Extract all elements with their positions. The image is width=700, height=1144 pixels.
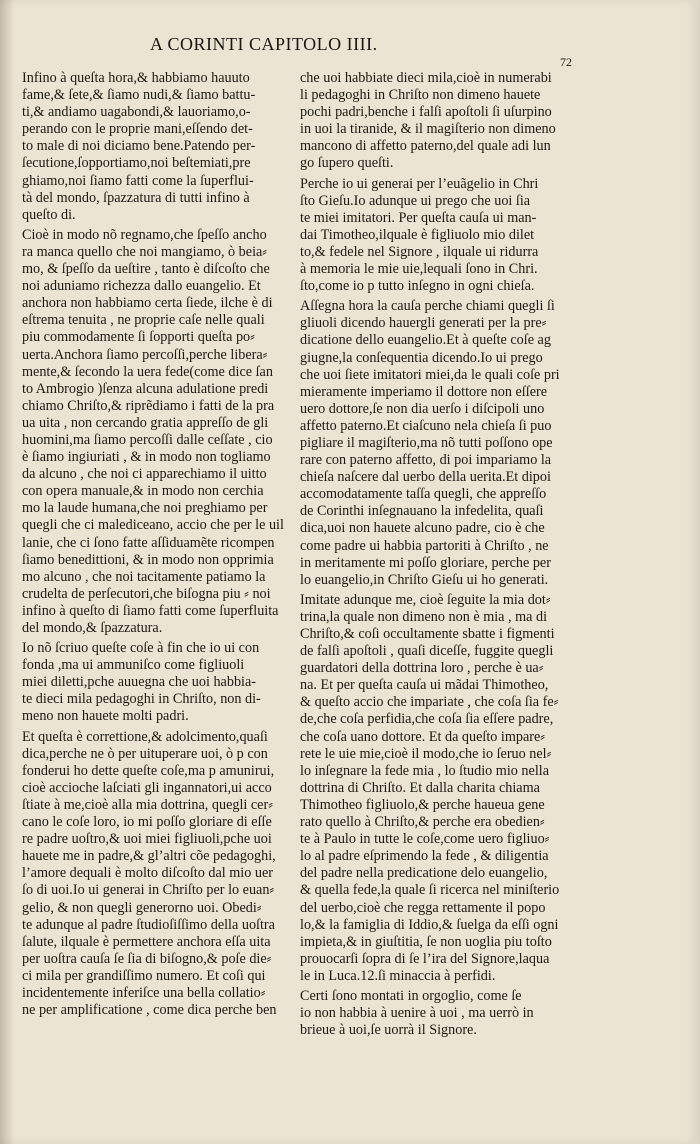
text-line: chiamo Chriſto,& riprẽdiamo i fatti de la pra — [22, 397, 275, 414]
text-line: fonda ,ma ui ammuniſco come figliuoli — [22, 657, 245, 674]
text-line: eſtrema tenuita , ne proprie caſe nelle quali — [22, 312, 265, 329]
text-line: del mondo,& ſpazzatura. — [22, 620, 163, 636]
right-column — [300, 70, 592, 1042]
text-line: de Corinthi inſegnauano la infedelita, quaſi — [300, 503, 544, 520]
text-line: Infino à queſta hora,& habbiamo hauuto — [22, 70, 250, 86]
text-line: ſecutione,ſopportiamo,noi beſtemiati,pre — [22, 155, 251, 172]
page-number: 72 — [560, 55, 572, 69]
text-line: gliuoli dicendo hauergli generati per la pre⸗ — [300, 315, 547, 332]
text-line: le in Luca.12.ſi minaccia à perfidi. — [300, 967, 496, 984]
text-line: de falſi apoſtoli , quaſi diceſſe, fuggite quegli — [300, 643, 554, 660]
text-line: mo, & ſpeſſo da ueſtire , tanto è diſcoſto che — [22, 261, 270, 278]
right-paragraph — [300, 70, 592, 173]
text-line: accomodatamente taſſa quegli, che appreſſo — [300, 486, 547, 503]
text-line: to Ambrogio )ſenza alcuna adulatione predi — [22, 380, 269, 397]
left-paragraph — [22, 227, 290, 637]
text-line: rete le uie mie,cioè il modo,che io ſeruo nel⸗ — [300, 745, 552, 762]
text-line: piu commodamente ſi ſopporti queſta po⸗ — [22, 329, 255, 346]
text-line: lo al padre eſprimendo la fede , & diligentia — [300, 848, 549, 865]
text-line: Certi ſono montati in orgoglio, come ſe — [300, 987, 522, 1004]
text-line: Io nõ ſcriuo queſte coſe à fin che io ui con — [22, 640, 260, 657]
text-line: chieſa naſcere dal uerbo della uerita.Et dipoi — [300, 469, 551, 486]
text-line: incidentemente inferiſce una bella collatio⸗ — [22, 984, 266, 1001]
text-line: tà del mondo, ſpazzatura di tutti infino à — [22, 189, 250, 206]
left-paragraph — [22, 640, 290, 725]
text-line: pochi padri,benche i falſi apoſtoli ſi uſurpino — [300, 104, 552, 121]
text-line: mente,& ſecondo la uera fede(come dice ſan — [22, 363, 273, 380]
text-line: che uoi ſiete imitatori miei,da le quali coſe pri — [300, 366, 560, 383]
text-line: ſiamo benedittioni, & in modo non opprimia — [22, 551, 274, 568]
text-line: dai Timotheo,ilquale è figliuolo mio dilet — [300, 226, 535, 243]
text-line: lo,& la famiglia di Iddio,& ſuelga da eſſi ogni — [300, 916, 559, 933]
left-column — [22, 70, 290, 1022]
text-line: te miei imitatori. Per queſta cauſa ui man- — [300, 209, 537, 226]
text-line: Cioè in modo nõ regnamo,che ſpeſſo ancho — [22, 226, 267, 243]
text-line: fonderui ho dette queſte coſe,ma p amunirui, — [22, 762, 275, 779]
text-line: quegli che ci malediceano, accio che per le uil — [22, 517, 284, 534]
text-line: brieue à uoi,ſe uorrà il Signore. — [300, 1022, 477, 1039]
text-line: mo la laude humana,che noi preghiamo per — [22, 500, 268, 517]
text-line: mancono di affetto paterno,del quale adi lun — [300, 138, 551, 155]
text-line: è ſiamo ingiuriati , & in modo non togliamo — [22, 449, 271, 466]
left-paragraph — [22, 729, 290, 1020]
text-line: ci mila per grandiſſimo numero. Et coſi qui — [22, 967, 266, 984]
text-line: li pedagoghi in Chriſto non dimeno hauete — [300, 87, 541, 104]
text-line: to,& fedele nel Signore , ilquale ui ridurra — [300, 243, 539, 260]
right-paragraph — [300, 176, 592, 296]
text-line: te à Paulo in tutte le coſe,come uero figliuo⸗ — [300, 831, 550, 848]
text-line: crudelta de perſecutori,che biſogna piu ⸗ noi — [22, 585, 271, 602]
text-line: del padre nella predicatione delo euangelio, — [300, 865, 548, 882]
text-line: dica,uoi non hauete alcuno padre, cio è che — [300, 520, 545, 537]
text-line: dica,perche ne ò per uituperare uoi, ò p con — [22, 745, 268, 762]
text-line: affetto paterno.Et ciaſcuno nela chieſa ſi puo — [300, 417, 552, 434]
text-line: dottrina di Chriſto. Et dalla charita chiama — [300, 779, 540, 796]
text-line: del uerbo,cioè che regga rettamente il popo — [300, 899, 546, 916]
text-line: rato quello à Chriſto,& perche era obedien⸗ — [300, 814, 545, 831]
text-line: mieramente imperiamo il dottore non eſſere — [300, 383, 548, 400]
text-line: ſto Gieſu.Io adunque ui prego che uoi ſia — [300, 192, 531, 209]
text-line: ſalute, ilquale è permettere anchora eſſa uita — [22, 933, 271, 950]
text-line: de,che coſa perfidia,che coſa ſia eſſere padre, — [300, 711, 554, 728]
text-line: noi aduniamo richezza dallo euangelio. Et — [22, 278, 261, 295]
text-line: pigliare il magiſterio,ma nõ tutti poſſono ope — [300, 434, 553, 451]
text-line: ua uita , non cercando gratia appreſſo de gli — [22, 414, 269, 431]
text-line: guardatori della dottrina loro , perche è ua⸗ — [300, 660, 544, 677]
text-line: con opera manuale,& in modo non cerchia — [22, 483, 264, 500]
text-line: ſo di uoi.Io ui generai in Chriſto per lo euan⸗ — [22, 882, 275, 899]
text-line: hauete me in padre,& gl’altri cõe pedagoghi, — [22, 848, 276, 865]
text-line: meno non hauete molti padri. — [22, 708, 189, 725]
left-paragraph — [22, 70, 290, 224]
text-line: cioè accioche laſciati gli ingannatori,ui acco — [22, 779, 272, 796]
text-line: infino à queſto di ſiamo fatti come ſuperfluita — [22, 602, 279, 619]
text-line: io non habbia à uenire à uoi , ma uerrò in — [300, 1005, 534, 1022]
text-line: uero dottore,ſe non dia uerſo i diſcipoli uno — [300, 400, 545, 417]
text-line: in meritamente mi poſſo gloriare, perche per — [300, 554, 551, 571]
right-paragraph — [300, 988, 592, 1039]
text-line: da alcuno , che noi ci apparechiamo il uitto — [22, 466, 267, 483]
text-line: fame,& ſete,& ſiamo nudi,& ſiamo battu- — [22, 87, 256, 104]
text-line: dicatione dello euangelio.Et à queſte coſe ag — [300, 332, 551, 349]
text-line: perando con le proprie mani,eſſendo det- — [22, 121, 253, 138]
text-line: lo inſegnare la fede mia , lo ſtudio mio nella — [300, 762, 549, 779]
text-line: na. Et per queſta cauſa ui mãdai Thimotheo, — [300, 677, 549, 694]
text-line: uerta.Anchora ſiamo percoſſi,perche libera⸗ — [22, 346, 268, 363]
text-line: trina,la quale non dimeno non è mia , ma di — [300, 608, 548, 625]
text-line: che coſa uano dottore. Et da queſto impare⸗ — [300, 728, 546, 745]
text-line: Thimotheo figliuolo,& perche haueua gene — [300, 796, 545, 813]
text-line: Chriſto,& coſi occultamente sbatte i figmenti — [300, 626, 555, 642]
text-line: l’amore dequali è molto diſcoſto dal mio uer — [22, 865, 273, 882]
right-paragraph — [300, 592, 592, 985]
text-line: ra manca quello che noi mangiamo, ò beia⸗ — [22, 243, 268, 260]
text-line: Imitate adunque me, cioè ſeguite la mia dot⸗ — [300, 591, 551, 608]
text-line: ne per amplificatione , come dica perche ben — [22, 1002, 277, 1019]
text-line: impieta,& in giuſtitia, ſe non uoglia piu toſto — [300, 933, 552, 950]
text-line: & quella fede,la quale ſi ricerca nel miniſterio — [300, 882, 560, 899]
text-line: & queſto accio che impariate , che coſa ſia fe⸗ — [300, 694, 559, 711]
text-line: te adunque al padre ſtudioſiſſimo della uoſtra — [22, 916, 275, 933]
right-paragraph — [300, 298, 592, 589]
text-line: rare con paterno affetto, di poi impariamo la — [300, 452, 552, 469]
text-line: to male di noi diciamo bene.Patendo per- — [22, 138, 256, 155]
binding-shadow — [0, 0, 14, 1144]
text-line: Aſſegna hora la cauſa perche chiami quegli ſi — [300, 298, 555, 315]
text-line: per uoſtra cauſa ſe ſia di biſogno,& poſe die⸗ — [22, 950, 272, 967]
text-line: ſtiate à me,cioè alla mia dottrina, quegli cer⸗ — [22, 796, 273, 813]
text-line: lo euangelio,in Chriſto Gieſu ui ho generati. — [300, 571, 549, 588]
text-line: Perche io ui generai per l’euãgelio in Chri — [300, 175, 539, 192]
text-line: à memoria le mie uie,lequali ſono in Chri. — [300, 261, 538, 278]
text-line: prouocarſi ſopra di ſe l’ira del Signore,laqua — [300, 950, 550, 967]
text-line: go ſupero queſti. — [300, 155, 394, 172]
text-line: gelio, & non quegli generorno uoi. Obedi⸗ — [22, 899, 262, 916]
text-line: ghiamo,noi ſiamo fatti come la ſuperflui- — [22, 172, 254, 189]
text-line: giugne,la conſequentia dicendo.Io ui prego — [300, 349, 543, 366]
text-line: lanie, che ci ſono fatte aſſiduamẽte ricompen — [22, 534, 275, 551]
text-line: mo alcuno , che noi tacitamente patiamo la — [22, 568, 266, 585]
running-header: A CORINTI CAPITOLO IIII. — [150, 34, 378, 54]
text-line: te dieci mila pedagoghi in Chriſto, non di- — [22, 691, 261, 708]
text-line: miei diletti,pche auuegna che uoi habbia- — [22, 674, 257, 691]
text-line: in uoi la tiranide, & il magiſterio non dimeno — [300, 121, 556, 138]
text-line: cano le coſe loro, io mi poſſo gloriare di eſſe — [22, 814, 272, 831]
text-line: come padre ui habbia partoriti à Chriſto , ne — [300, 537, 549, 554]
text-line: re padre uoſtro,& uoi miei figliuoli,pche uoi — [22, 831, 272, 848]
text-line: ti,& andiamo uagabondi,& lauoriamo,o- — [22, 104, 251, 121]
text-line: ſto,come io p tutto inſegno in ogni chieſa. — [300, 278, 535, 295]
text-line: queſto di. — [22, 206, 76, 223]
text-line: anchora non habbiamo certa ſiede, ilche è di — [22, 295, 273, 312]
text-line: huomini,ma ſiamo percoſſi dalle ceſſate , cio — [22, 431, 273, 448]
text-line: Et queſta è correttione,& adolcimento,quaſi — [22, 728, 268, 745]
text-line: che uoi habbiate dieci mila,cioè in numerabi — [300, 70, 552, 86]
